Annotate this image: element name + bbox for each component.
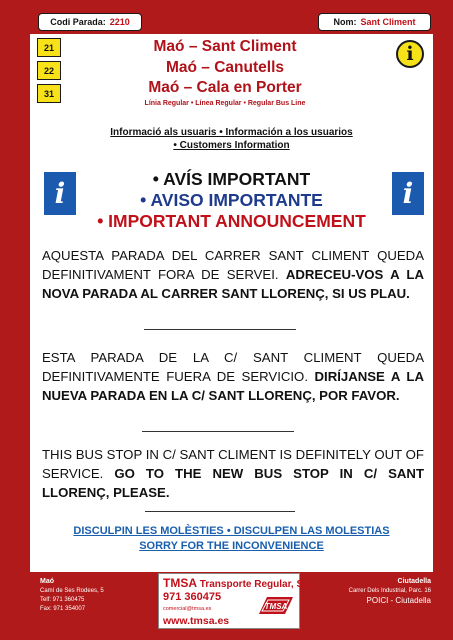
tmsa-logo-icon (257, 594, 295, 616)
notice-text: ESTA PARADA DE LA C/ SANT CLIMENT QUEDA DEFINITIVAMENTE FUERA DE SERVICIO. (42, 350, 424, 384)
company-name: TMSA (163, 576, 197, 590)
company-brand (163, 576, 315, 590)
announcement-heading (30, 169, 433, 232)
info-icon: i (392, 172, 424, 215)
line-badge: 22 (37, 61, 61, 80)
notice-instruction: DIRÍJANSE A LA NUEVA PARADA EN LA C/ SANT LLORENÇ, POR FAVOR. (42, 369, 424, 403)
users-info-heading (30, 126, 433, 152)
company-website[interactable]: www.tmsa.es (163, 615, 230, 627)
office-fax: Fax: 971 354007 (40, 606, 86, 612)
notice-paragraph-es (42, 348, 424, 405)
route-subtitle: Línia Regular • Línea Regular • Regular Bus Line (144, 99, 306, 107)
office-city: Maó (40, 578, 54, 585)
office-address: Carrer Dels Industrial, Parc. 16 (348, 588, 431, 594)
divider (145, 511, 295, 512)
footer-office-ciutadella (349, 577, 431, 605)
line-numbers (37, 38, 61, 107)
footer-office-mao (40, 577, 104, 614)
office-city: Ciutadella (397, 578, 431, 585)
apology-note (30, 524, 433, 554)
stop-code-value: 2210 (109, 17, 130, 27)
stop-name-value: Sant Climent (360, 17, 416, 27)
notice-text: AQUESTA PARADA DEL CARRER SANT CLIMENT QUEDA DEFINITIVAMENT FORA DE SERVEI. (42, 248, 424, 282)
notice-paragraph-en (42, 445, 424, 502)
announcement-en: • IMPORTANT ANNOUNCEMENT (97, 211, 366, 231)
stop-name-label: Nom: (333, 17, 357, 27)
office-area: POICI - Ciutadella (366, 596, 431, 605)
notice-sheet (30, 34, 433, 572)
users-info-line: Informació als usuaris • Información a los usuarios (110, 127, 353, 138)
divider (142, 431, 294, 432)
line-badge: 31 (37, 84, 61, 103)
notice-instruction: GO TO THE NEW BUS STOP IN C/ SANT LLORENÇ, PLEASE. (42, 466, 425, 500)
line-badge: 21 (37, 38, 61, 57)
footer (0, 572, 453, 640)
stop-name-pill (318, 13, 431, 31)
route-name: Maó – Cala en Porter (148, 79, 302, 96)
office-address: Camí de Ses Rodees, 5 (40, 588, 104, 594)
announcement-ca: • AVÍS IMPORTANT (152, 169, 311, 189)
route-name: Maó – Canutells (166, 58, 284, 76)
apology-line: SORRY FOR THE INCONVENIENCE (139, 540, 324, 552)
route-list (70, 37, 380, 107)
logo-text: TMSA (264, 602, 288, 611)
company-card (158, 573, 315, 629)
divider (144, 329, 296, 330)
apology-line: DISCULPIN LES MOLÈSTIES • DISCULPEN LAS MOLESTIAS (73, 525, 390, 537)
stop-code-label: Codi Parada: (50, 17, 106, 27)
stop-code-pill (38, 13, 142, 31)
route-name: Maó – Sant Climent (153, 38, 297, 55)
notice-instruction: ADRECEU-VOS A LA NOVA PARADA AL CARRER SANT LLORENÇ, SI US PLAU. (42, 267, 425, 301)
users-info-line: • Customers Information (173, 140, 290, 151)
notice-paragraph-ca (42, 246, 424, 303)
company-phone: 971 360475 (163, 591, 222, 603)
company-tagline: Transporte Regular, S.L. (199, 579, 315, 590)
company-email[interactable]: comercial@tmsa.es (163, 606, 212, 612)
office-phone: Telf: 971 360475 (40, 597, 85, 603)
notice-text: THIS BUS STOP IN C/ SANT CLIMENT IS DEFINITELY OUT OF SERVICE. (42, 447, 424, 481)
header-bar (0, 0, 453, 34)
info-icon: i (396, 40, 424, 68)
info-icon: i (44, 172, 76, 215)
announcement-es: • AVISO IMPORTANTE (140, 190, 323, 210)
